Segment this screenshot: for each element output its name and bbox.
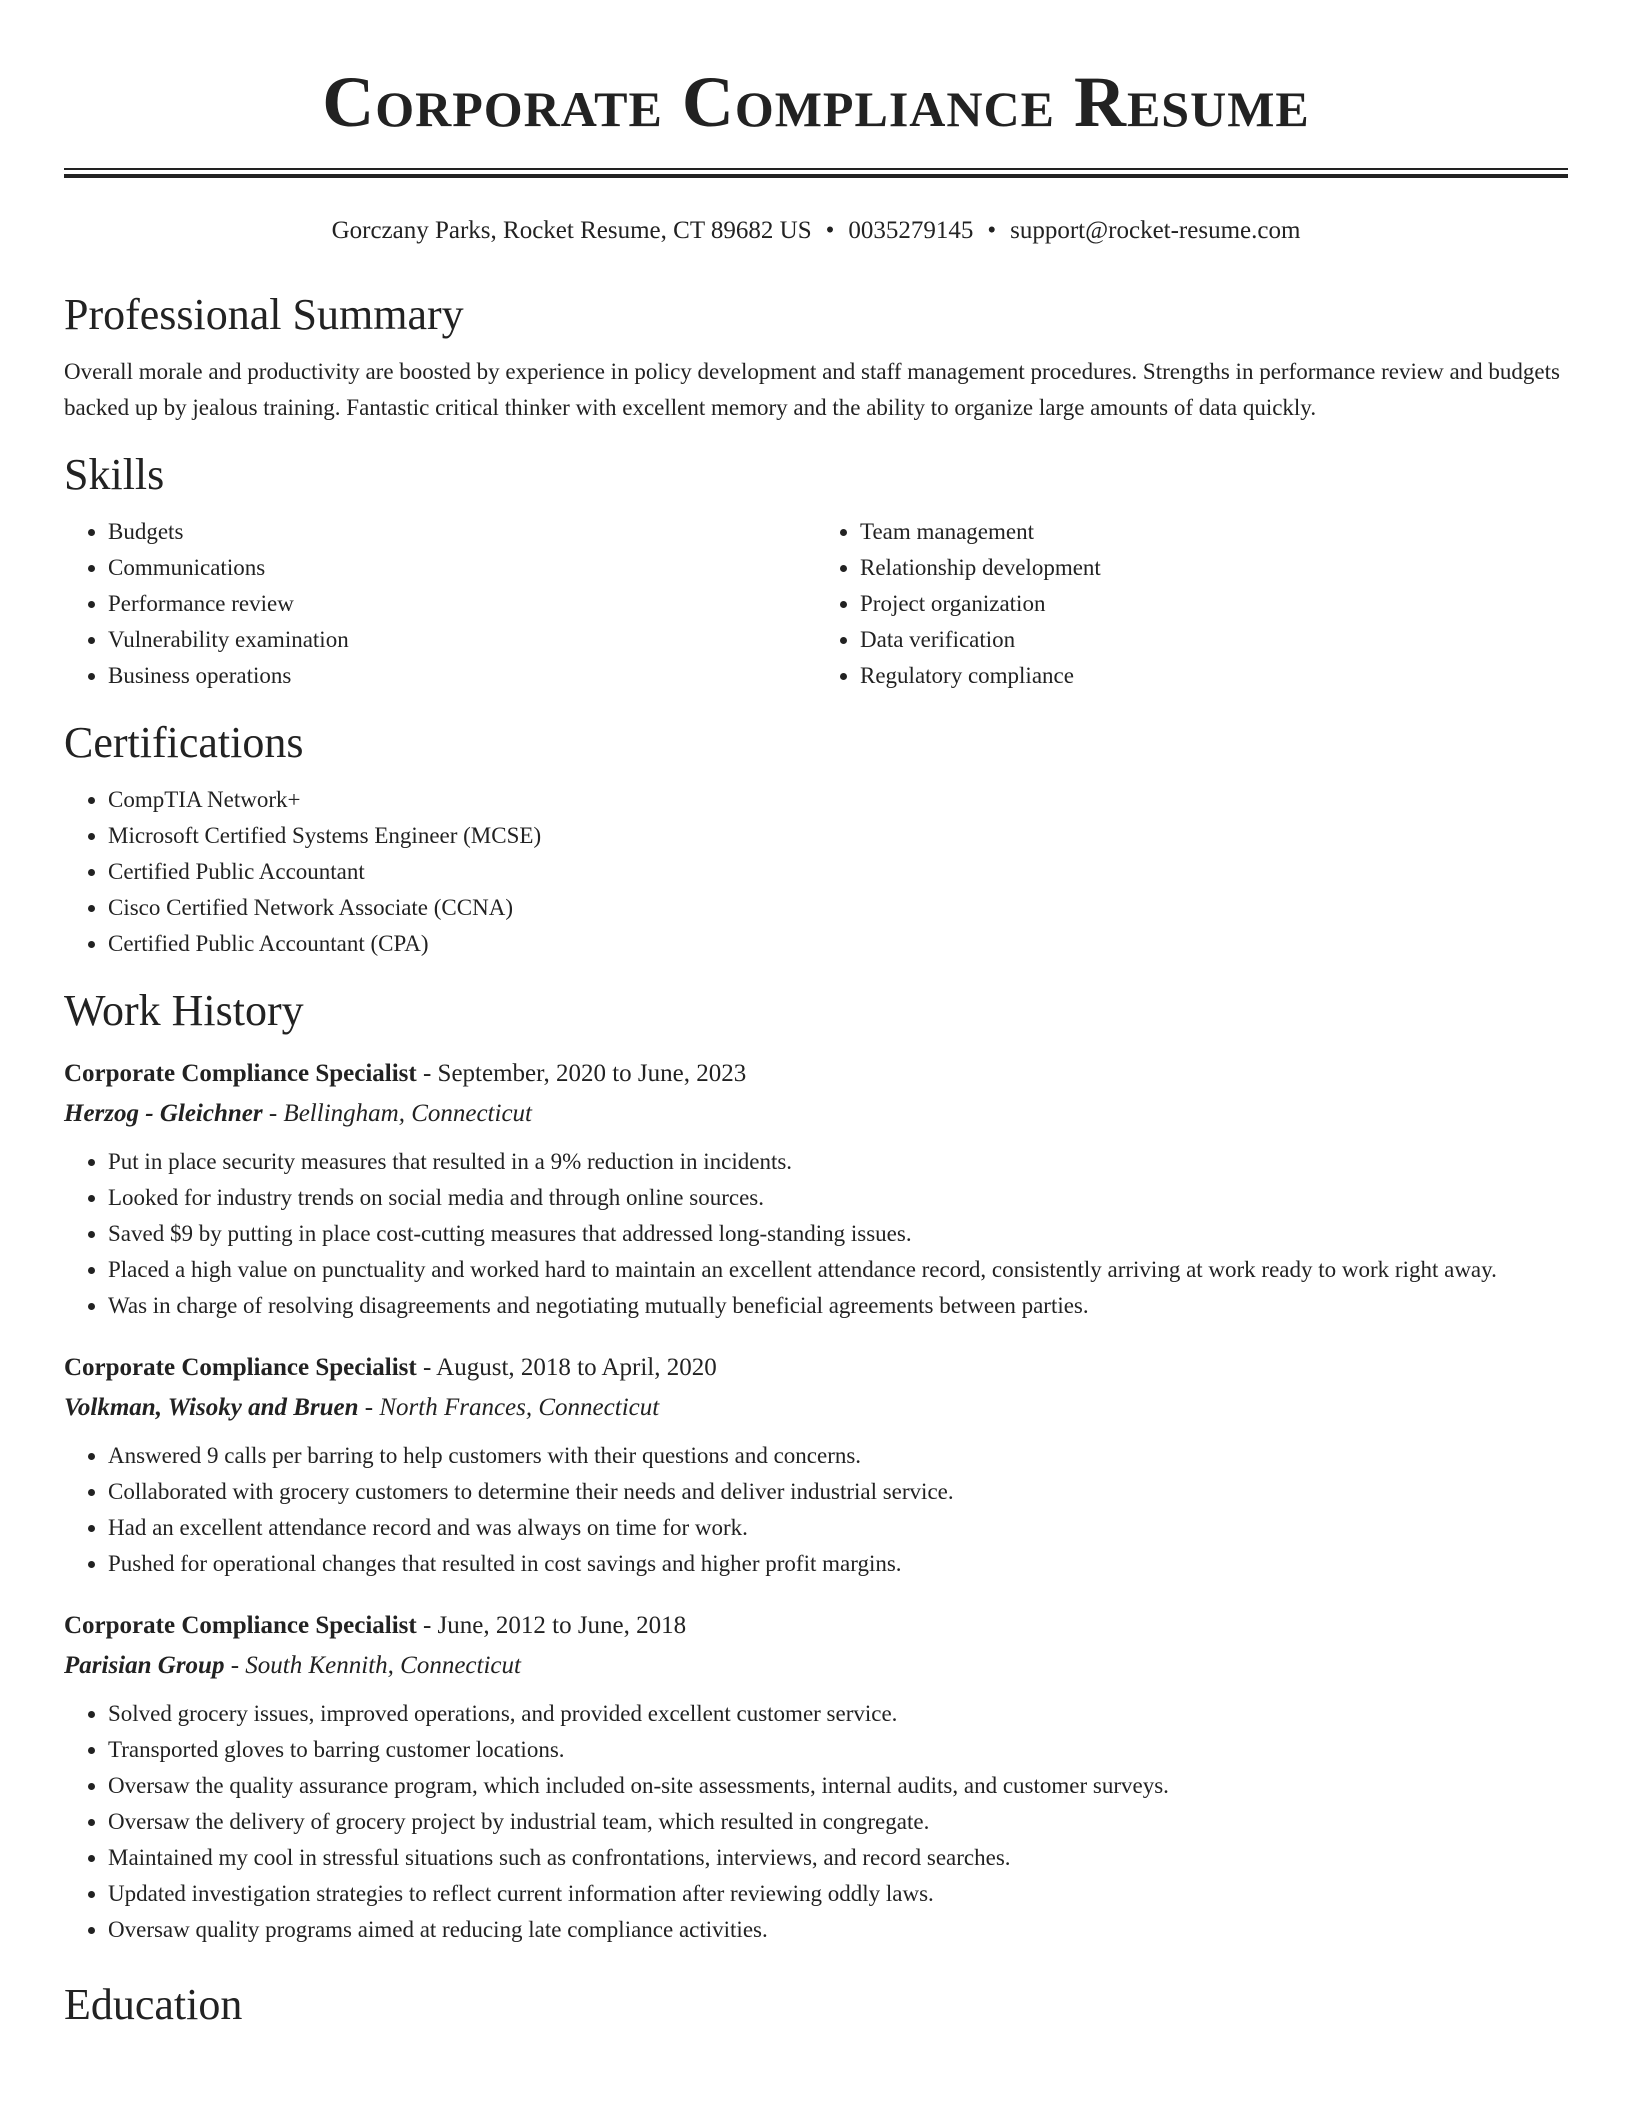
skills-right-column — [816, 514, 1568, 694]
job-dates: - August, 2018 to April, 2020 — [416, 1354, 717, 1381]
job-dates: - September, 2020 to June, 2023 — [416, 1060, 747, 1087]
job-title-line — [64, 1348, 1568, 1388]
job-entry — [64, 1606, 1568, 1948]
job-bullet: • Was in charge of resolving disagreements and negotiating mutually beneficial agreements between parties. — [108, 1288, 1568, 1324]
work-history-list — [64, 1054, 1568, 1948]
skills-list — [64, 514, 1568, 694]
job-bullet: • Put in place security measures that resulted in a 9% reduction in incidents. — [108, 1144, 1568, 1180]
skill-item: • Vulnerability examination — [108, 622, 816, 658]
job-bullet: • Pushed for operational changes that resulted in cost savings and higher profit margins. — [108, 1546, 1568, 1582]
company-line — [64, 1094, 1568, 1134]
summary-heading: Professional Summary — [64, 290, 464, 339]
job-entry — [64, 1348, 1568, 1582]
skill-item: • Business operations — [108, 658, 816, 694]
certifications-list — [64, 782, 1568, 962]
job-title: Corporate Compliance Specialist — [64, 1612, 417, 1639]
skill-item: • Relationship development — [860, 550, 1568, 586]
skill-item: • Performance review — [108, 586, 816, 622]
job-bullet: • Looked for industry trends on social media and through online sources. — [108, 1180, 1568, 1216]
skill-item: • Communications — [108, 550, 816, 586]
company-location: - North Frances, Connecticut — [358, 1394, 660, 1421]
certifications-heading: Certifications — [64, 718, 304, 767]
job-title-line — [64, 1606, 1568, 1646]
contact-line — [64, 214, 1568, 248]
contact-phone: 0035279145 — [848, 217, 974, 244]
job-bullet: • Collaborated with grocery customers to determine their needs and deliver industrial service. — [108, 1474, 1568, 1510]
job-dates: - June, 2012 to June, 2018 — [416, 1612, 687, 1639]
job-bullet: • Answered 9 calls per barring to help customers with their questions and concerns. — [108, 1438, 1568, 1474]
work-history-heading: Work History — [64, 986, 304, 1035]
skill-item: • Budgets — [108, 514, 816, 550]
job-title-line — [64, 1054, 1568, 1094]
resume-title: Corporate Compliance Resume — [322, 62, 1310, 142]
summary-text: Overall morale and productivity are boosted by experience in policy development and staff management procedures. Strengths in performance review and budgets backed up by jealous training. Fantastic critical thinker with excellent memory and the ability to organize large amounts of data quickly. — [64, 359, 1560, 420]
job-bullet: • Oversaw quality programs aimed at reducing late compliance activities. — [108, 1912, 1568, 1948]
skill-item: • Regulatory compliance — [860, 658, 1568, 694]
title-divider — [64, 168, 1568, 178]
job-bullet: • Solved grocery issues, improved operations, and provided excellent customer service. — [108, 1696, 1568, 1732]
job-bullets — [64, 1144, 1568, 1324]
company-name: Parisian Group — [64, 1652, 225, 1679]
contact-separator: • — [987, 217, 997, 244]
skills-left-column — [64, 514, 816, 694]
job-bullet: • Transported gloves to barring customer locations. — [108, 1732, 1568, 1768]
company-name: Herzog - Gleichner — [64, 1100, 263, 1127]
company-name: Volkman, Wisoky and Bruen — [64, 1394, 359, 1421]
job-bullet: • Placed a high value on punctuality and worked hard to maintain an excellent attendance record, consistently arriving at work ready to work right away. — [108, 1252, 1568, 1288]
job-bullet: • Oversaw the quality assurance program, which included on-site assessments, internal audits, and customer surveys. — [108, 1768, 1568, 1804]
job-bullets — [64, 1696, 1568, 1948]
job-bullet: • Oversaw the delivery of grocery project by industrial team, which resulted in congregate. — [108, 1804, 1568, 1840]
education-heading: Education — [64, 1980, 243, 2029]
company-line — [64, 1646, 1568, 1686]
certification-item: • Cisco Certified Network Associate (CCNA) — [108, 890, 1568, 926]
certification-item: • CompTIA Network+ — [108, 782, 1568, 818]
skill-item: • Project organization — [860, 586, 1568, 622]
certification-item: • Certified Public Accountant — [108, 854, 1568, 890]
company-line — [64, 1388, 1568, 1428]
company-location: - Bellingham, Connecticut — [262, 1100, 532, 1127]
job-title: Corporate Compliance Specialist — [64, 1354, 417, 1381]
skill-item: • Data verification — [860, 622, 1568, 658]
job-bullet: • Maintained my cool in stressful situations such as confrontations, interviews, and record searches. — [108, 1840, 1568, 1876]
certification-item: • Certified Public Accountant (CPA) — [108, 926, 1568, 962]
job-title: Corporate Compliance Specialist — [64, 1060, 417, 1087]
contact-email: support@rocket-resume.com — [1010, 217, 1301, 244]
job-bullet: • Updated investigation strategies to reflect current information after reviewing oddly laws. — [108, 1876, 1568, 1912]
job-entry — [64, 1054, 1568, 1324]
skill-item: • Team management — [860, 514, 1568, 550]
contact-address: Gorczany Parks, Rocket Resume, CT 89682 US — [331, 217, 812, 244]
job-bullet: • Had an excellent attendance record and was always on time for work. — [108, 1510, 1568, 1546]
job-bullets — [64, 1438, 1568, 1582]
certification-item: • Microsoft Certified Systems Engineer (MCSE) — [108, 818, 1568, 854]
job-bullet: • Saved $9 by putting in place cost-cutting measures that addressed long-standing issues. — [108, 1216, 1568, 1252]
company-location: - South Kennith, Connecticut — [224, 1652, 521, 1679]
skills-heading: Skills — [64, 450, 165, 499]
contact-separator: • — [825, 217, 835, 244]
